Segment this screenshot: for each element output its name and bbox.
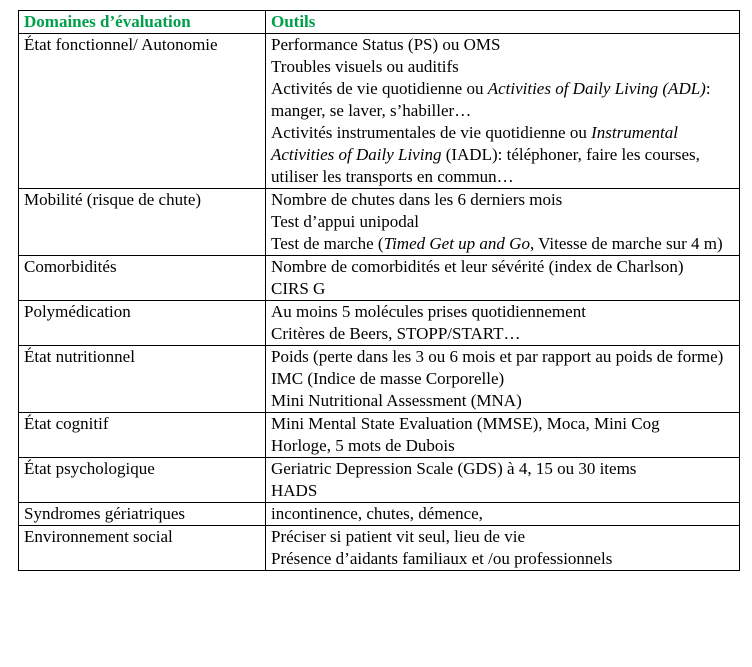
- tool-text: Test de marche (: [271, 234, 384, 253]
- tool-line: [271, 233, 739, 255]
- tool-line: Nombre de chutes dans les 6 derniers mois: [271, 190, 563, 209]
- tools-cell: [266, 458, 740, 503]
- table-row: [19, 458, 740, 503]
- tool-line: Nombre de comorbidités et leur sévérité (index de Charlson): [271, 257, 684, 276]
- tool-text-italic: Activities of Daily Living (ADL): [487, 79, 706, 98]
- domain-cell: Comorbidités: [19, 256, 266, 301]
- tool-line: [271, 122, 739, 188]
- table-row: [19, 503, 740, 526]
- tool-text: Activités de vie quotidienne ou: [271, 79, 488, 98]
- domain-cell: État nutritionnel: [19, 346, 266, 413]
- domain-cell: Polymédication: [19, 301, 266, 346]
- tool-line: IMC (Indice de masse Corporelle): [271, 369, 505, 388]
- tool-line: Troubles visuels ou auditifs: [271, 57, 459, 76]
- table-row: [19, 189, 740, 256]
- tool-line: CIRS G: [271, 279, 326, 298]
- header-domain: Domaines d’évaluation: [19, 11, 266, 34]
- tool-text-italic: Instrumental Activities of Daily Living: [271, 123, 678, 164]
- table-row: [19, 34, 740, 189]
- tool-text: (IADL): téléphoner, faire les courses, utiliser les transports en commun…: [271, 145, 700, 186]
- tool-text: : manger, se laver, s’habiller…: [271, 79, 711, 120]
- domain-cell: Environnement social: [19, 526, 266, 571]
- tool-line: Poids (perte dans les 3 ou 6 mois et par rapport au poids de forme): [271, 347, 724, 366]
- domain-cell: État fonctionnel/ Autonomie: [19, 34, 266, 189]
- tool-line: Horloge, 5 mots de Dubois: [271, 436, 455, 455]
- domain-cell: État psychologique: [19, 458, 266, 503]
- tools-cell: [266, 34, 740, 189]
- table-row: [19, 526, 740, 571]
- tools-cell: [266, 189, 740, 256]
- tool-line: Critères de Beers, STOPP/START…: [271, 324, 521, 343]
- tool-line: Geriatric Depression Scale (GDS) à 4, 15 ou 30 items: [271, 459, 637, 478]
- table-row: [19, 301, 740, 346]
- header-row: [19, 11, 740, 34]
- evaluation-table: [18, 10, 740, 571]
- table-row: [19, 413, 740, 458]
- tool-text: Activités instrumentales de vie quotidienne ou: [271, 123, 592, 142]
- tools-cell: [266, 256, 740, 301]
- domain-cell: Syndromes gériatriques: [19, 503, 266, 526]
- tools-cell: [266, 526, 740, 571]
- tool-text-italic: Timed Get up and Go: [383, 234, 530, 253]
- tool-line: Préciser si patient vit seul, lieu de vie: [271, 527, 525, 546]
- tool-line: Au moins 5 molécules prises quotidiennement: [271, 302, 586, 321]
- table-row: [19, 256, 740, 301]
- tools-cell: [266, 413, 740, 458]
- tool-line: Présence d’aidants familiaux et /ou professionnels: [271, 549, 613, 568]
- tool-line: [271, 78, 739, 122]
- tools-cell: [266, 346, 740, 413]
- tools-cell: [266, 301, 740, 346]
- domain-cell: État cognitif: [19, 413, 266, 458]
- header-tools: Outils: [266, 11, 740, 34]
- domain-cell: Mobilité (risque de chute): [19, 189, 266, 256]
- tool-text: , Vitesse de marche sur 4 m): [529, 234, 723, 253]
- tool-line: incontinence, chutes, démence,: [271, 504, 483, 523]
- tool-line: Mini Mental State Evaluation (MMSE), Moca, Mini Cog: [271, 414, 660, 433]
- tool-line: Mini Nutritional Assessment (MNA): [271, 391, 522, 410]
- tools-cell: [266, 503, 740, 526]
- tool-line: Test d’appui unipodal: [271, 212, 420, 231]
- tool-line: HADS: [271, 481, 318, 500]
- table-row: [19, 346, 740, 413]
- tool-line: Performance Status (PS) ou OMS: [271, 35, 501, 54]
